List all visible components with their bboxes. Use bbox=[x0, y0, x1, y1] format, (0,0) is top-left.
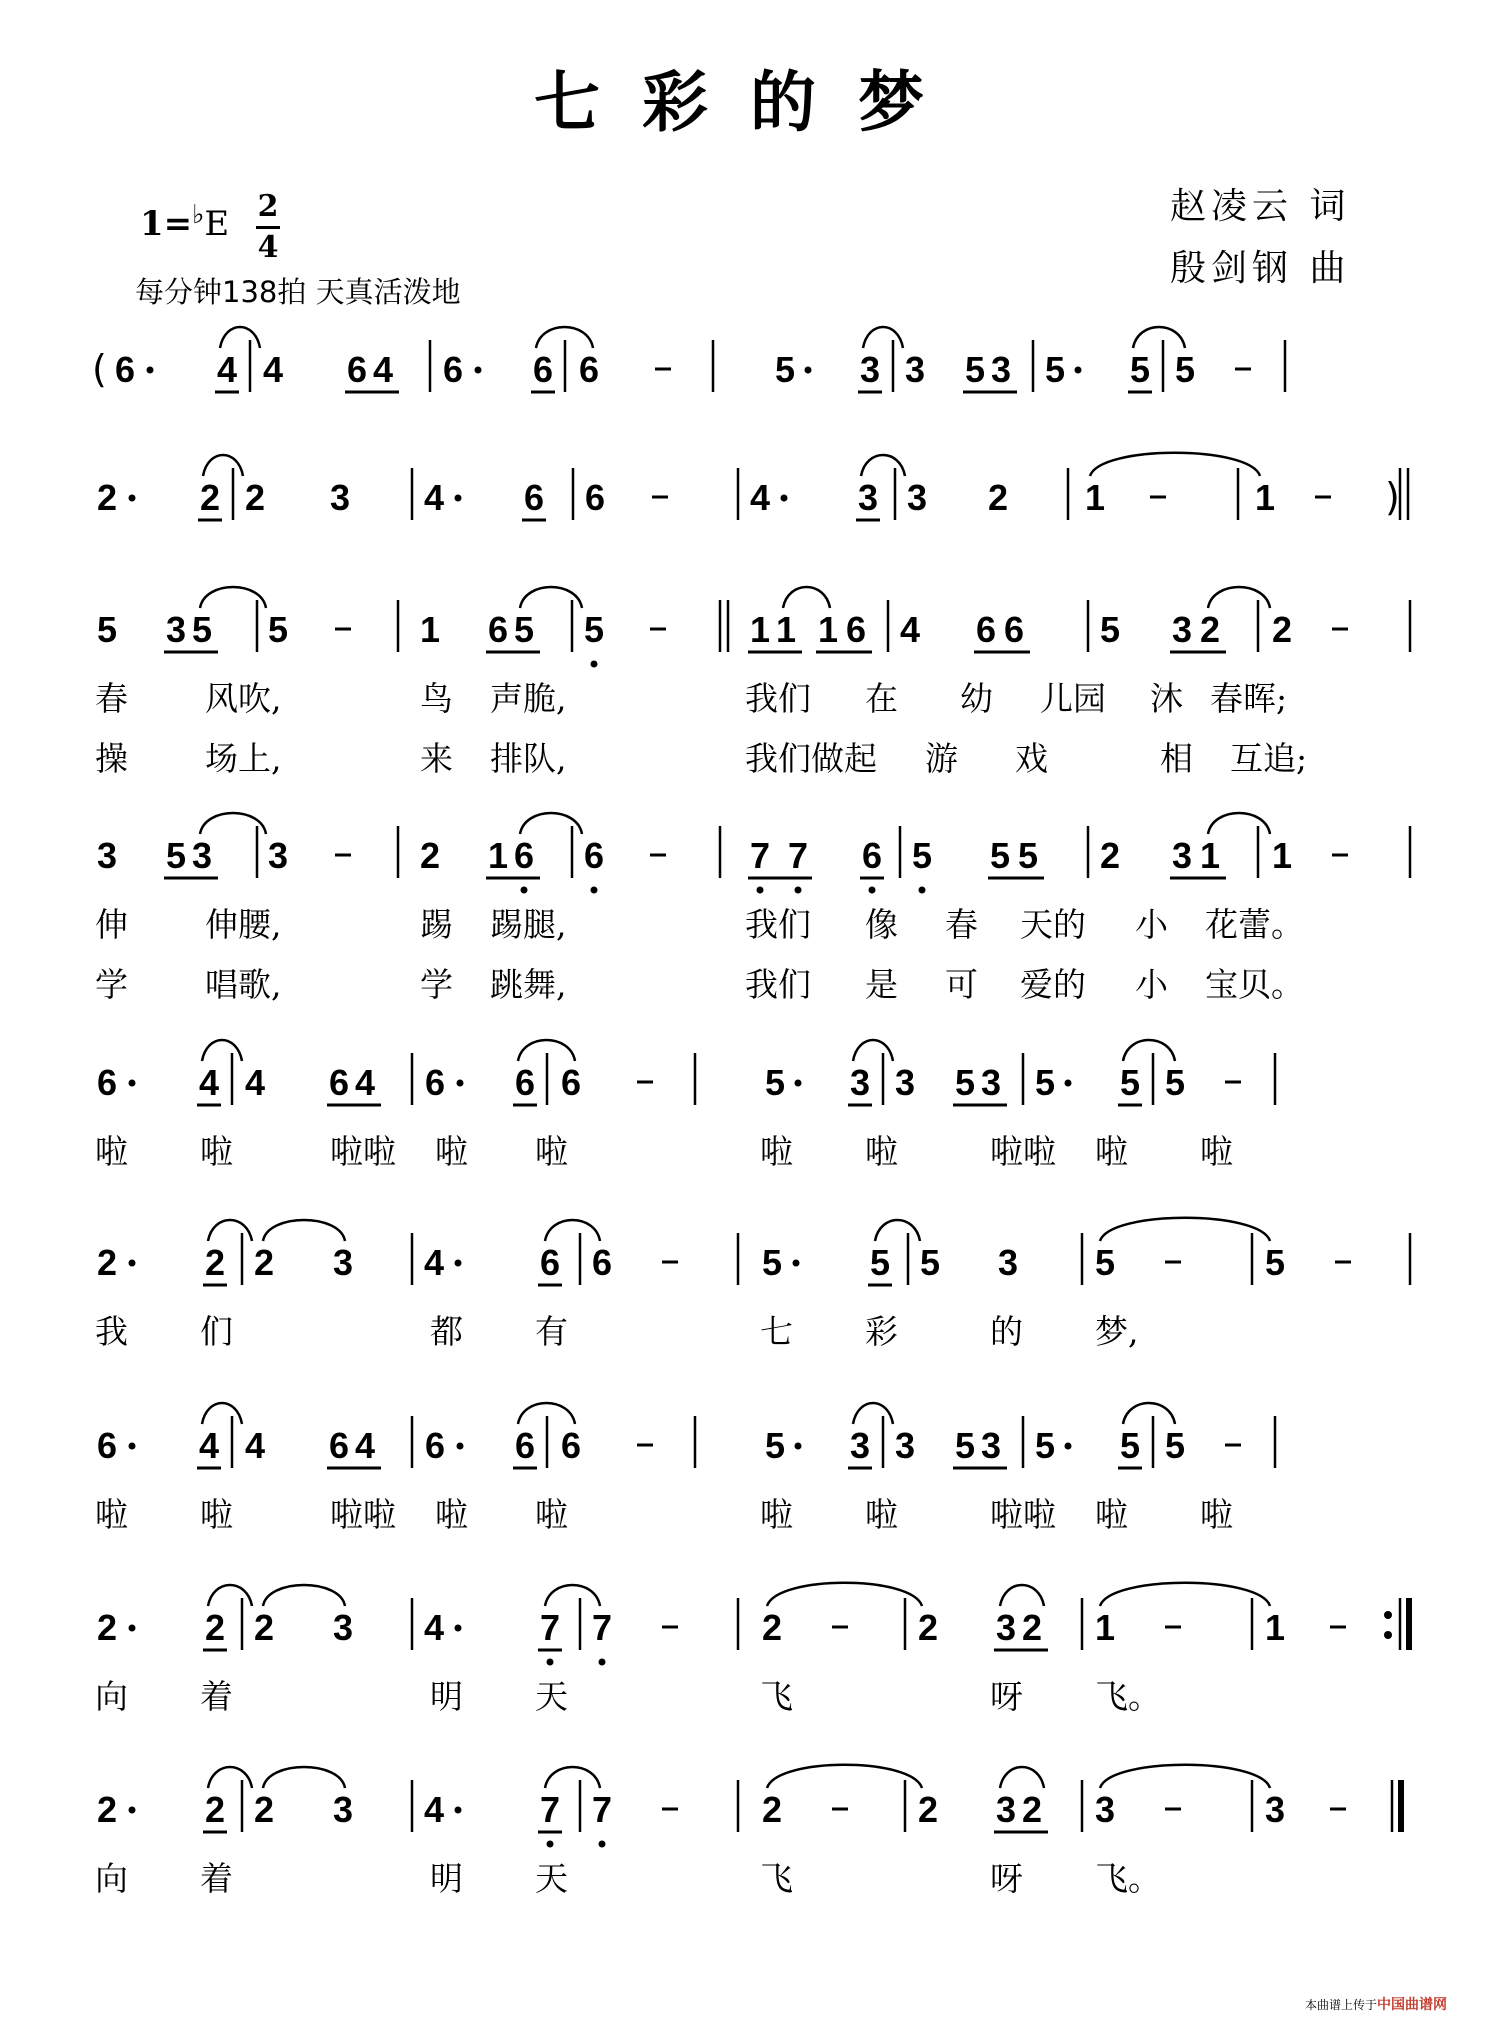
note: 3 bbox=[330, 477, 351, 518]
note: 4 bbox=[199, 1425, 220, 1466]
note: 4 bbox=[900, 609, 921, 650]
augmentation-dot bbox=[129, 1443, 136, 1450]
note: 3 bbox=[268, 835, 289, 876]
lower-octave-dot bbox=[919, 887, 926, 894]
note: 6 bbox=[976, 609, 997, 650]
note: 2 bbox=[420, 835, 441, 876]
note: 1 bbox=[488, 835, 509, 876]
note: 1 bbox=[1200, 835, 1221, 876]
lyric-syllable: 戏 bbox=[1015, 739, 1048, 778]
note: 3 bbox=[97, 835, 118, 876]
tempo-marking: 每分钟138拍 天真活泼地 bbox=[135, 275, 461, 309]
note: 2 bbox=[1022, 1789, 1043, 1830]
lyric-syllable: 小 bbox=[1135, 965, 1168, 1004]
note: 6 bbox=[115, 349, 136, 390]
tie-slur bbox=[1133, 327, 1185, 348]
augmentation-dot bbox=[129, 1625, 136, 1632]
note: 2 bbox=[1200, 609, 1221, 650]
tie-slur bbox=[208, 1767, 252, 1788]
lyric-syllable: 啦 bbox=[1200, 1495, 1233, 1534]
tie-slur bbox=[853, 1403, 893, 1424]
note: 3 bbox=[1172, 835, 1193, 876]
note: 5 bbox=[1165, 1062, 1186, 1103]
note: 2 bbox=[97, 1789, 118, 1830]
augmentation-dot bbox=[129, 495, 136, 502]
lyric-syllable: 飞。 bbox=[1095, 1677, 1161, 1716]
tie-slur bbox=[202, 1040, 242, 1061]
note: 2 bbox=[245, 477, 266, 518]
note: 5 bbox=[1265, 1242, 1286, 1283]
tie-slur bbox=[545, 1767, 600, 1788]
augmentation-dot bbox=[147, 367, 154, 374]
lyric-syllable: 排队, bbox=[490, 739, 567, 778]
lyric-syllable: 啦 bbox=[865, 1495, 898, 1534]
note: 5 bbox=[584, 609, 605, 650]
note: 5 bbox=[870, 1242, 891, 1283]
note: 2 bbox=[205, 1789, 226, 1830]
note: 6 bbox=[540, 1242, 561, 1283]
tie-slur bbox=[1090, 453, 1260, 476]
lyric-syllable: 都 bbox=[430, 1312, 463, 1351]
note: 2 bbox=[762, 1789, 783, 1830]
note: 6 bbox=[425, 1062, 446, 1103]
note: 7 bbox=[592, 1607, 613, 1648]
lyric-syllable: 来 bbox=[420, 739, 453, 778]
note: 5 bbox=[192, 609, 213, 650]
note: 3 bbox=[1095, 1789, 1116, 1830]
lyric-syllable: 踢 bbox=[420, 905, 453, 944]
note: 3 bbox=[981, 1062, 1002, 1103]
lyric-syllable: 啦 bbox=[200, 1132, 233, 1171]
note: 6 bbox=[425, 1425, 446, 1466]
note: 1 bbox=[1085, 477, 1106, 518]
note: 5 bbox=[1100, 609, 1121, 650]
note: 2 bbox=[1100, 835, 1121, 876]
note: 6 bbox=[329, 1062, 350, 1103]
note: 5 bbox=[912, 835, 933, 876]
lyric-syllable: 向 bbox=[95, 1859, 128, 1898]
note: 5 bbox=[1018, 835, 1039, 876]
note: 7 bbox=[788, 835, 809, 876]
close-parenthesis: ) bbox=[1385, 475, 1400, 519]
lyric-syllable: 明 bbox=[430, 1677, 463, 1716]
note: 6 bbox=[329, 1425, 350, 1466]
lower-octave-dot bbox=[591, 661, 598, 668]
lyric-syllable: 向 bbox=[95, 1677, 128, 1716]
note: 3 bbox=[991, 349, 1012, 390]
tie-slur bbox=[1208, 813, 1270, 834]
note: 4 bbox=[199, 1062, 220, 1103]
note: 3 bbox=[895, 1425, 916, 1466]
note: 2 bbox=[918, 1789, 939, 1830]
note: 3 bbox=[333, 1607, 354, 1648]
note: 1 bbox=[1095, 1607, 1116, 1648]
time-signature: 2 4 bbox=[257, 189, 279, 265]
note: 6 bbox=[347, 349, 368, 390]
note: 3 bbox=[858, 477, 879, 518]
lyric-syllable: 啦 bbox=[95, 1495, 128, 1534]
lyric-syllable: 跳舞, bbox=[490, 965, 567, 1004]
lyric-syllable: 我们 bbox=[745, 679, 811, 718]
lyric-syllable: 儿园 bbox=[1040, 679, 1106, 718]
lower-octave-dot bbox=[599, 1659, 606, 1666]
augmentation-dot bbox=[129, 1080, 136, 1087]
note: 1 bbox=[776, 609, 797, 650]
note: 5 bbox=[1165, 1425, 1186, 1466]
note: 6 bbox=[1004, 609, 1025, 650]
note: 4 bbox=[373, 349, 394, 390]
tie-slur bbox=[863, 327, 903, 348]
lyric-syllable: 飞 bbox=[760, 1859, 793, 1898]
lyric-syllable: 啦 bbox=[760, 1132, 793, 1171]
lyric-syllable: 啦 bbox=[200, 1495, 233, 1534]
tie-slur bbox=[263, 1220, 345, 1241]
lyric-syllable: 伸腰, bbox=[205, 905, 282, 944]
note: 3 bbox=[895, 1062, 916, 1103]
tie-slur bbox=[545, 1585, 600, 1606]
lyric-syllable: 飞 bbox=[760, 1677, 793, 1716]
note: 6 bbox=[579, 349, 600, 390]
lyric-syllable: 宝贝。 bbox=[1205, 965, 1304, 1004]
note: 4 bbox=[424, 477, 445, 518]
note: 5 bbox=[166, 835, 187, 876]
lyricist-credit: 赵凌云 词 bbox=[1170, 186, 1351, 227]
note: 5 bbox=[514, 609, 535, 650]
lyric-syllable: 啦 bbox=[435, 1495, 468, 1534]
note: 6 bbox=[524, 477, 545, 518]
lyric-syllable: 七 bbox=[760, 1312, 793, 1351]
tie-slur bbox=[767, 1765, 922, 1788]
lyric-syllable: 踢腿, bbox=[490, 905, 567, 944]
note: 3 bbox=[1265, 1789, 1286, 1830]
note: 3 bbox=[996, 1607, 1017, 1648]
lyric-syllable: 我们 bbox=[745, 965, 811, 1004]
augmentation-dot bbox=[457, 1080, 464, 1087]
lyric-syllable: 爱的 bbox=[1020, 965, 1086, 1004]
tie-slur bbox=[263, 1585, 345, 1606]
note: 3 bbox=[1172, 609, 1193, 650]
lyric-syllable: 梦, bbox=[1095, 1312, 1139, 1351]
note: 5 bbox=[1095, 1242, 1116, 1283]
lyric-syllable: 呀 bbox=[990, 1677, 1023, 1716]
note: 2 bbox=[97, 1242, 118, 1283]
note: 3 bbox=[166, 609, 187, 650]
lyric-syllable: 是 bbox=[865, 965, 898, 1004]
note: 4 bbox=[245, 1425, 266, 1466]
tie-slur bbox=[208, 1585, 252, 1606]
note: 7 bbox=[592, 1789, 613, 1830]
tie-slur bbox=[263, 1767, 345, 1788]
augmentation-dot bbox=[455, 1625, 462, 1632]
augmentation-dot bbox=[1065, 1080, 1072, 1087]
lyric-syllable: 们 bbox=[200, 1312, 233, 1351]
note: 7 bbox=[540, 1607, 561, 1648]
tie-slur bbox=[208, 1220, 252, 1241]
tie-slur bbox=[545, 1220, 600, 1241]
tie-slur bbox=[783, 587, 830, 608]
lyric-syllable: 我 bbox=[95, 1312, 128, 1351]
lyric-syllable: 天 bbox=[535, 1677, 568, 1716]
note: 5 bbox=[955, 1062, 976, 1103]
lyric-syllable: 我们做起 bbox=[745, 739, 877, 778]
note: 2 bbox=[205, 1242, 226, 1283]
tie-slur bbox=[875, 1220, 920, 1241]
note: 2 bbox=[97, 477, 118, 518]
lyric-syllable: 呀 bbox=[990, 1859, 1023, 1898]
composer-credit: 殷剑钢 曲 bbox=[1170, 248, 1351, 289]
augmentation-dot bbox=[795, 1080, 802, 1087]
lower-octave-dot bbox=[591, 887, 598, 894]
note: 3 bbox=[860, 349, 881, 390]
lyric-syllable: 啦 bbox=[1095, 1495, 1128, 1534]
note: 6 bbox=[584, 835, 605, 876]
lyric-syllable: 学 bbox=[95, 965, 128, 1004]
note: 2 bbox=[200, 477, 221, 518]
lyric-syllable: 天的 bbox=[1020, 905, 1086, 944]
note: 5 bbox=[1035, 1425, 1056, 1466]
tie-slur bbox=[1100, 1218, 1270, 1241]
lyric-syllable: 我们 bbox=[745, 905, 811, 944]
lyric-syllable: 游 bbox=[925, 739, 958, 778]
note: 3 bbox=[850, 1062, 871, 1103]
lyric-syllable: 啦啦 bbox=[990, 1495, 1056, 1534]
lyric-syllable: 春晖; bbox=[1210, 679, 1288, 718]
footer-credit: 本曲谱上传于中国曲谱网 bbox=[1305, 1997, 1448, 2013]
note: 5 bbox=[920, 1242, 941, 1283]
note: 6 bbox=[862, 835, 883, 876]
note: 5 bbox=[762, 1242, 783, 1283]
augmentation-dot bbox=[781, 495, 788, 502]
lyric-syllable: 小 bbox=[1135, 905, 1168, 944]
augmentation-dot bbox=[455, 495, 462, 502]
lyric-syllable: 风吹, bbox=[205, 679, 282, 718]
song-title: 七彩的梦 bbox=[534, 64, 966, 141]
note: 4 bbox=[217, 349, 238, 390]
lyric-syllable: 可 bbox=[945, 965, 978, 1004]
lyric-syllable: 彩 bbox=[865, 1312, 898, 1351]
note: 2 bbox=[1022, 1607, 1043, 1648]
note: 7 bbox=[750, 835, 771, 876]
note: 5 bbox=[765, 1425, 786, 1466]
lower-octave-dot bbox=[869, 887, 876, 894]
note: 5 bbox=[268, 609, 289, 650]
lyric-syllable: 场上, bbox=[205, 739, 282, 778]
note: 6 bbox=[561, 1425, 582, 1466]
tie-slur bbox=[1100, 1765, 1270, 1788]
note: 1 bbox=[420, 609, 441, 650]
note: 5 bbox=[1175, 349, 1196, 390]
augmentation-dot bbox=[455, 1807, 462, 1814]
tie-slur bbox=[861, 455, 905, 476]
lyric-syllable: 唱歌, bbox=[205, 965, 282, 1004]
note: 3 bbox=[333, 1242, 354, 1283]
note: 2 bbox=[97, 1607, 118, 1648]
lyric-syllable: 啦 bbox=[760, 1495, 793, 1534]
note: 4 bbox=[355, 1425, 376, 1466]
lower-octave-dot bbox=[547, 1841, 554, 1848]
note: 6 bbox=[488, 609, 509, 650]
note: 6 bbox=[514, 835, 535, 876]
augmentation-dot bbox=[129, 1807, 136, 1814]
tie-slur bbox=[202, 1403, 242, 1424]
lyric-syllable: 学 bbox=[420, 965, 453, 1004]
note: 6 bbox=[846, 609, 867, 650]
note: 4 bbox=[245, 1062, 266, 1103]
tie-slur bbox=[220, 327, 260, 348]
note: 2 bbox=[918, 1607, 939, 1648]
note: 6 bbox=[97, 1425, 118, 1466]
note: 1 bbox=[818, 609, 839, 650]
note: 6 bbox=[515, 1062, 536, 1103]
note: 2 bbox=[1272, 609, 1293, 650]
lyric-syllable: 啦啦 bbox=[330, 1132, 396, 1171]
note: 2 bbox=[254, 1607, 275, 1648]
tie-slur bbox=[1100, 1583, 1270, 1606]
tie-slur bbox=[767, 1583, 922, 1606]
tie-slur bbox=[1208, 587, 1270, 608]
lyric-syllable: 啦 bbox=[95, 1132, 128, 1171]
lower-octave-dot bbox=[795, 887, 802, 894]
lyric-syllable: 啦 bbox=[435, 1132, 468, 1171]
lyric-syllable: 天 bbox=[535, 1859, 568, 1898]
lower-octave-dot bbox=[547, 1659, 554, 1666]
note: 4 bbox=[750, 477, 771, 518]
note: 4 bbox=[263, 349, 284, 390]
lyric-syllable: 鸟 bbox=[420, 679, 453, 718]
note: 4 bbox=[424, 1789, 445, 1830]
note: 6 bbox=[515, 1425, 536, 1466]
note: 6 bbox=[97, 1062, 118, 1103]
lower-octave-dot bbox=[599, 1841, 606, 1848]
note: 6 bbox=[443, 349, 464, 390]
note: 5 bbox=[775, 349, 796, 390]
tie-slur bbox=[1000, 1585, 1044, 1606]
tie-slur bbox=[1000, 1767, 1044, 1788]
lyric-syllable: 在 bbox=[865, 679, 898, 718]
note: 1 bbox=[750, 609, 771, 650]
lyric-syllable: 声脆, bbox=[490, 679, 567, 718]
note: 5 bbox=[965, 349, 986, 390]
note: 4 bbox=[355, 1062, 376, 1103]
note: 5 bbox=[990, 835, 1011, 876]
note: 3 bbox=[996, 1789, 1017, 1830]
note: 3 bbox=[850, 1425, 871, 1466]
note: 3 bbox=[907, 477, 928, 518]
note: 5 bbox=[97, 609, 118, 650]
augmentation-dot bbox=[805, 367, 812, 374]
lyric-syllable: 啦啦 bbox=[990, 1132, 1056, 1171]
tie-slur bbox=[203, 455, 243, 476]
open-parenthesis: ( bbox=[92, 347, 107, 391]
lyric-syllable: 相 bbox=[1160, 739, 1193, 778]
note: 3 bbox=[333, 1789, 354, 1830]
note: 5 bbox=[765, 1062, 786, 1103]
key-signature: 1=♭E bbox=[140, 200, 230, 244]
note: 2 bbox=[254, 1789, 275, 1830]
lower-octave-dot bbox=[757, 887, 764, 894]
note: 1 bbox=[1265, 1607, 1286, 1648]
note: 7 bbox=[540, 1789, 561, 1830]
lyric-syllable: 啦啦 bbox=[330, 1495, 396, 1534]
tie-slur bbox=[1123, 1040, 1175, 1061]
note: 2 bbox=[205, 1607, 226, 1648]
note: 5 bbox=[1130, 349, 1151, 390]
note: 2 bbox=[988, 477, 1009, 518]
lyric-syllable: 沐 bbox=[1150, 679, 1183, 718]
note: 6 bbox=[561, 1062, 582, 1103]
note: 3 bbox=[905, 349, 926, 390]
repeat-dot bbox=[1384, 1611, 1392, 1619]
note: 6 bbox=[592, 1242, 613, 1283]
lyric-syllable: 啦 bbox=[535, 1132, 568, 1171]
lyric-syllable: 啦 bbox=[1200, 1132, 1233, 1171]
note: 5 bbox=[1035, 1062, 1056, 1103]
note: 1 bbox=[1272, 835, 1293, 876]
repeat-dot bbox=[1384, 1631, 1392, 1639]
note: 6 bbox=[533, 349, 554, 390]
lyric-syllable: 操 bbox=[95, 739, 128, 778]
note: 2 bbox=[254, 1242, 275, 1283]
note: 5 bbox=[1045, 349, 1066, 390]
note: 4 bbox=[424, 1607, 445, 1648]
augmentation-dot bbox=[457, 1443, 464, 1450]
lower-octave-dot bbox=[521, 887, 528, 894]
lyric-syllable: 像 bbox=[865, 905, 898, 944]
lyric-syllable: 伸 bbox=[95, 905, 128, 944]
augmentation-dot bbox=[795, 1443, 802, 1450]
note: 5 bbox=[955, 1425, 976, 1466]
lyric-syllable: 啦 bbox=[865, 1132, 898, 1171]
augmentation-dot bbox=[1065, 1443, 1072, 1450]
augmentation-dot bbox=[793, 1260, 800, 1267]
augmentation-dot bbox=[1075, 367, 1082, 374]
note: 3 bbox=[192, 835, 213, 876]
lyric-syllable: 飞。 bbox=[1095, 1859, 1161, 1898]
augmentation-dot bbox=[475, 367, 482, 374]
tie-slur bbox=[853, 1040, 893, 1061]
lyric-syllable: 有 bbox=[535, 1312, 568, 1351]
lyric-syllable: 互追; bbox=[1230, 739, 1308, 778]
lyric-syllable: 春 bbox=[95, 679, 128, 718]
note: 6 bbox=[585, 477, 606, 518]
note: 5 bbox=[1120, 1062, 1141, 1103]
note: 4 bbox=[424, 1242, 445, 1283]
note: 2 bbox=[762, 1607, 783, 1648]
note: 3 bbox=[981, 1425, 1002, 1466]
lyric-syllable: 啦 bbox=[1095, 1132, 1128, 1171]
lyric-syllable: 春 bbox=[945, 905, 978, 944]
lyric-syllable: 的 bbox=[990, 1312, 1023, 1351]
lyric-syllable: 啦 bbox=[535, 1495, 568, 1534]
lyric-syllable: 花蕾。 bbox=[1205, 905, 1304, 944]
lyric-syllable: 幼 bbox=[960, 679, 993, 718]
lyric-syllable: 着 bbox=[200, 1677, 233, 1716]
note: 5 bbox=[1120, 1425, 1141, 1466]
note: 1 bbox=[1255, 477, 1276, 518]
augmentation-dot bbox=[129, 1260, 136, 1267]
note: 3 bbox=[998, 1242, 1019, 1283]
augmentation-dot bbox=[455, 1260, 462, 1267]
lyric-syllable: 着 bbox=[200, 1859, 233, 1898]
tie-slur bbox=[1123, 1403, 1175, 1424]
lyric-syllable: 明 bbox=[430, 1859, 463, 1898]
